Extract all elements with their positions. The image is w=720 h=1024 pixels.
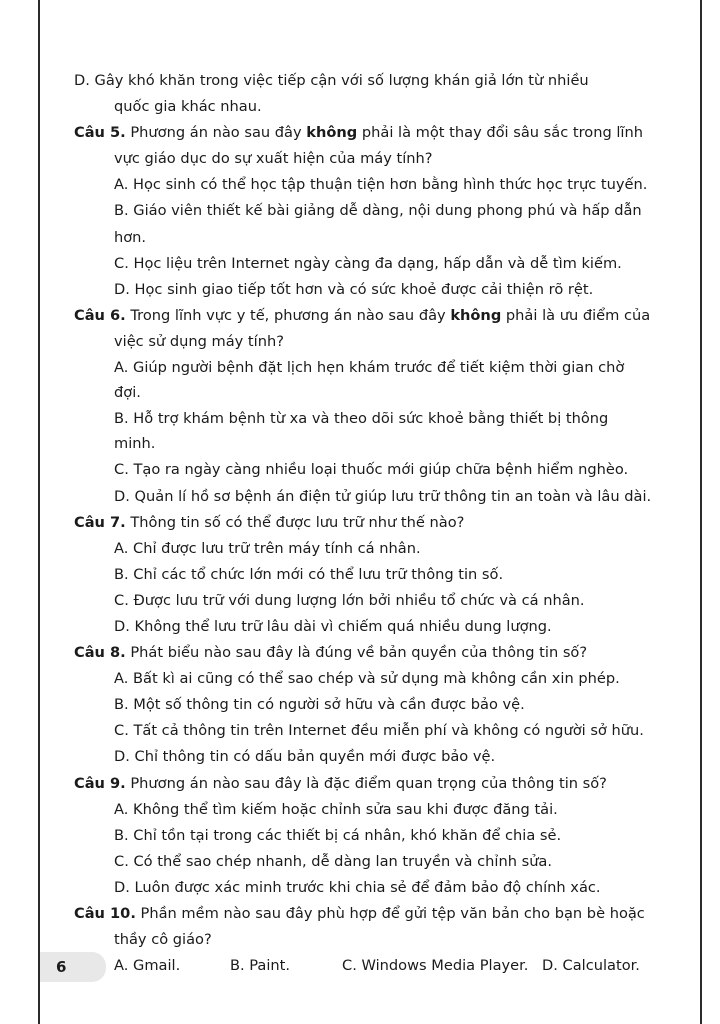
answer-option: A. Chỉ được lưu trữ trên máy tính cá nhân. (114, 539, 421, 557)
question-text-pre: Phương án nào sau đây là đặc điểm quan trọng của thông tin số? (125, 774, 607, 792)
question-9 (74, 771, 652, 796)
question-continuation: thầy cô giáo? (114, 931, 212, 949)
answer-option: C. Windows Media Player. (342, 957, 529, 975)
answer-option: A. Không thể tìm kiếm hoặc chỉnh sửa sau khi được đăng tải. (114, 800, 558, 818)
answer-option: D. Học sinh giao tiếp tốt hơn và có sức khoẻ được cải thiện rõ rệt. (114, 280, 594, 298)
answer-option: D. Chỉ thông tin có dấu bản quyền mới được bảo vệ. (114, 748, 496, 766)
answer-option: B. Paint. (230, 957, 291, 975)
question-number: Câu 7. (74, 513, 126, 531)
answer-option: B. Một số thông tin có người sở hữu và cần được bảo vệ. (114, 696, 525, 714)
question-text-post: phải là một thay đổi sâu sắc trong lĩnh (357, 124, 643, 142)
answer-option: D. Không thể lưu trữ lâu dài vì chiếm quá nhiều dung lượng. (114, 617, 552, 635)
answer-option: C. Được lưu trữ với dung lượng lớn bởi nhiều tổ chức và cá nhân. (114, 591, 585, 609)
question-number: Câu 8. (74, 644, 126, 662)
page-number-tab (40, 952, 106, 982)
answer-option: C. Tất cả thông tin trên Internet đều miễn phí và không có người sở hữu. (114, 722, 644, 740)
question-continuation: vực giáo dục do sự xuất hiện của máy tính? (114, 150, 433, 168)
question-text-pre: Trong lĩnh vực y tế, phương án nào sau đây (125, 306, 451, 324)
page-left-rule (38, 0, 40, 1024)
answer-option: A. Giúp người bệnh đặt lịch hẹn khám trước để tiết kiệm thời gian chờ đợi. (114, 359, 625, 402)
answer-option: B. Chỉ tồn tại trong các thiết bị cá nhân, khó khăn để chia sẻ. (114, 826, 562, 844)
answer-option: D. Quản lí hồ sơ bệnh án điện tử giúp lưu trữ thông tin an toàn và lâu dài. (114, 487, 652, 505)
question-text-pre: Phát biểu nào sau đây là đúng về bản quyền của thông tin số? (125, 644, 588, 662)
question-number: Câu 9. (74, 774, 126, 792)
answer-option: B. Chỉ các tổ chức lớn mới có thể lưu trữ thông tin số. (114, 565, 504, 583)
answer-line: D. Gây khó khăn trong việc tiếp cận với số lượng khán giả lớn từ nhiều (74, 72, 589, 89)
page-content (74, 68, 652, 978)
question-7 (74, 510, 652, 535)
question-8 (74, 640, 652, 665)
question-6 (74, 303, 652, 328)
answer-option: C. Học liệu trên Internet ngày càng đa dạng, hấp dẫn và dễ tìm kiếm. (114, 254, 622, 272)
question-number: Câu 5. (74, 124, 126, 142)
answer-option: A. Gmail. (114, 957, 181, 975)
answer-option: C. Có thể sao chép nhanh, dễ dàng lan truyền và chỉnh sửa. (114, 852, 553, 870)
question-number: Câu 6. (74, 306, 126, 324)
answer-continuation: quốc gia khác nhau. (114, 98, 262, 116)
answer-option: A. Bất kì ai cũng có thể sao chép và sử dụng mà không cần xin phép. (114, 670, 620, 688)
page-number: 6 (56, 958, 67, 976)
answer-option: A. Học sinh có thể học tập thuận tiện hơn bằng hình thức học trực tuyến. (114, 176, 648, 194)
question-text-pre: Phần mềm nào sau đây phù hợp để gửi tệp văn bản cho bạn bè hoặc (135, 905, 645, 922)
answer-options-row (74, 953, 652, 978)
question-text-pre: Thông tin số có thể được lưu trữ như thế nào? (125, 513, 465, 531)
page-right-rule (700, 0, 702, 1024)
question-text-post: phải là ưu điểm của (501, 306, 651, 324)
question-number: Câu 10. (74, 905, 136, 922)
question-10 (74, 901, 652, 926)
answer-option: B. Hỗ trợ khám bệnh từ xa và theo dõi sức khoẻ bằng thiết bị thông minh. (114, 410, 609, 453)
question-emphasis: không (450, 306, 502, 324)
answer-continuation: hơn. (114, 228, 147, 246)
answer-option: B. Giáo viên thiết kế bài giảng dễ dàng, nội dung phong phú và hấp dẫn (114, 202, 642, 220)
answer-option: D. Luôn được xác minh trước khi chia sẻ để đảm bảo độ chính xác. (114, 878, 601, 896)
answer-option: D. Calculator. (542, 957, 640, 975)
question-5 (74, 120, 652, 145)
question-emphasis: không (306, 124, 358, 142)
answer-option: C. Tạo ra ngày càng nhiều loại thuốc mới giúp chữa bệnh hiểm nghèo. (114, 461, 629, 479)
question-text-pre: Phương án nào sau đây (125, 124, 307, 142)
question-continuation: việc sử dụng máy tính? (114, 332, 284, 350)
